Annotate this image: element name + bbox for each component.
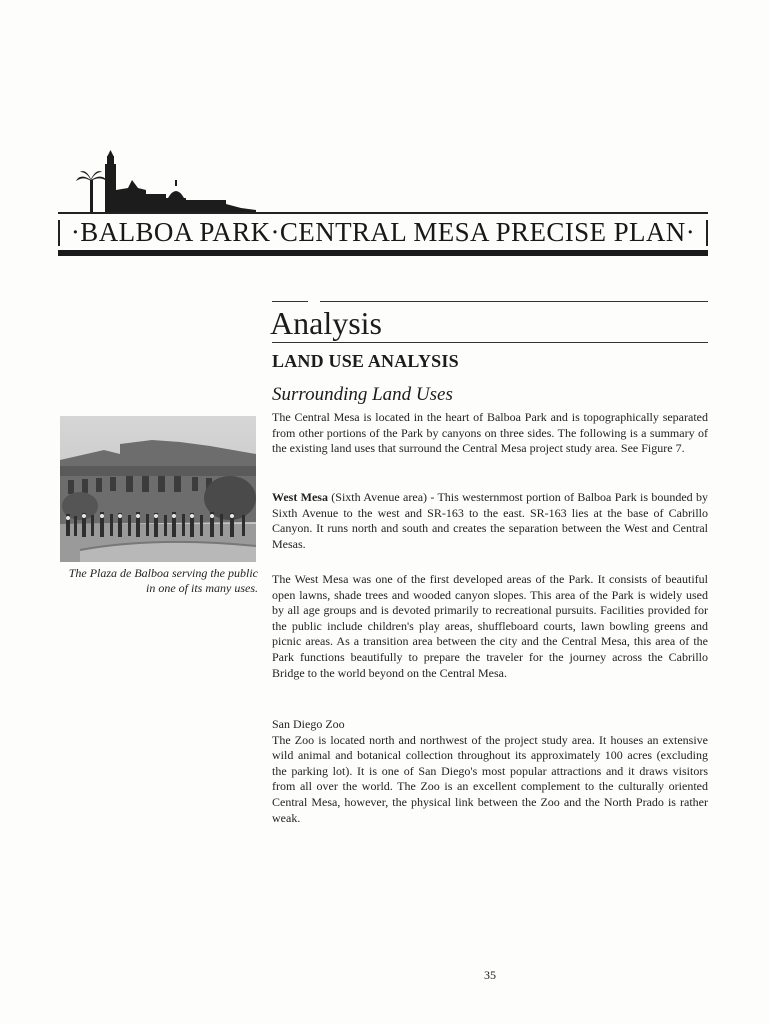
- photo-caption: The Plaza de Balboa serving the public in one of its many uses.: [68, 566, 258, 595]
- san-diego-zoo-section: [272, 717, 708, 826]
- banner-title: ·BALBOA PARK·CENTRAL MESA PRECISE PLAN·: [70, 216, 696, 247]
- west-mesa-lead-paragraph: [272, 490, 708, 552]
- page-number: 35: [484, 968, 496, 982]
- plaza-de-balboa-photo: [60, 416, 256, 562]
- topic-heading: Surrounding Land Uses: [272, 384, 453, 405]
- west-mesa-text: The West Mesa was one of the first developed areas of the Park. It consists of beautiful open lawns, shade trees and wooded canyon slopes. This area of the Park is widely used by all age groups and is devoted primarily to recreational pursuits. Facilities provided for the public include children's play areas, shuffleboard courts, lawn bowling greens and picnic areas. As a transition area between the city and the Central Mesa, this area of the Park functions beautifully to prepare the traveler for the journey across the Cabrillo Bridge to the world beyond on the Central Mesa.: [272, 572, 708, 680]
- intro-text: The Central Mesa is located in the heart of Balboa Park and is topographically separated from other portions of the Park by canyons on three sides. The following is a summary of the existing land uses that surround the Central Mesa project study area. See Figure 7.: [272, 410, 708, 456]
- section-title: Analysis: [270, 305, 382, 341]
- intro-paragraph: [272, 410, 708, 457]
- banner-left-edge: [58, 220, 60, 246]
- san-diego-zoo-text: The Zoo is located north and northwest of the project study area. It houses an extensive wild animal and botanical collection throughout its approximately 100 acres (excluding the parking lot). It is one of San Diego's most popular attractions and it draws visitors from all over the world. The Zoo is an excellent complement to the culturally oriented Central Mesa, however, the physical link between the Zoo and the North Prado is rather weak.: [272, 732, 708, 825]
- west-mesa-paragraph: [272, 572, 708, 681]
- section-rule-short: [272, 301, 308, 302]
- san-diego-zoo-heading: San Diego Zoo: [272, 717, 345, 731]
- section-subtitle: LAND USE ANALYSIS: [272, 351, 459, 371]
- document-banner: [58, 214, 708, 250]
- west-mesa-lead-text: (Sixth Avenue area) - This westernmost portion of Balboa Park is bounded by Sixth Avenue to the west and SR-163 to the east. SR-163 lies at the base of Cabrillo Canyon. It runs north and south and creates the separation between the West and Central Mesas.: [272, 490, 708, 551]
- banner-bottom-rule: [58, 250, 708, 256]
- section-rule-top: [320, 301, 708, 302]
- west-mesa-heading: West Mesa: [272, 490, 328, 504]
- banner-right-edge: [706, 220, 708, 246]
- section-rule-bottom: [272, 342, 708, 343]
- skyline-logo: [76, 150, 256, 212]
